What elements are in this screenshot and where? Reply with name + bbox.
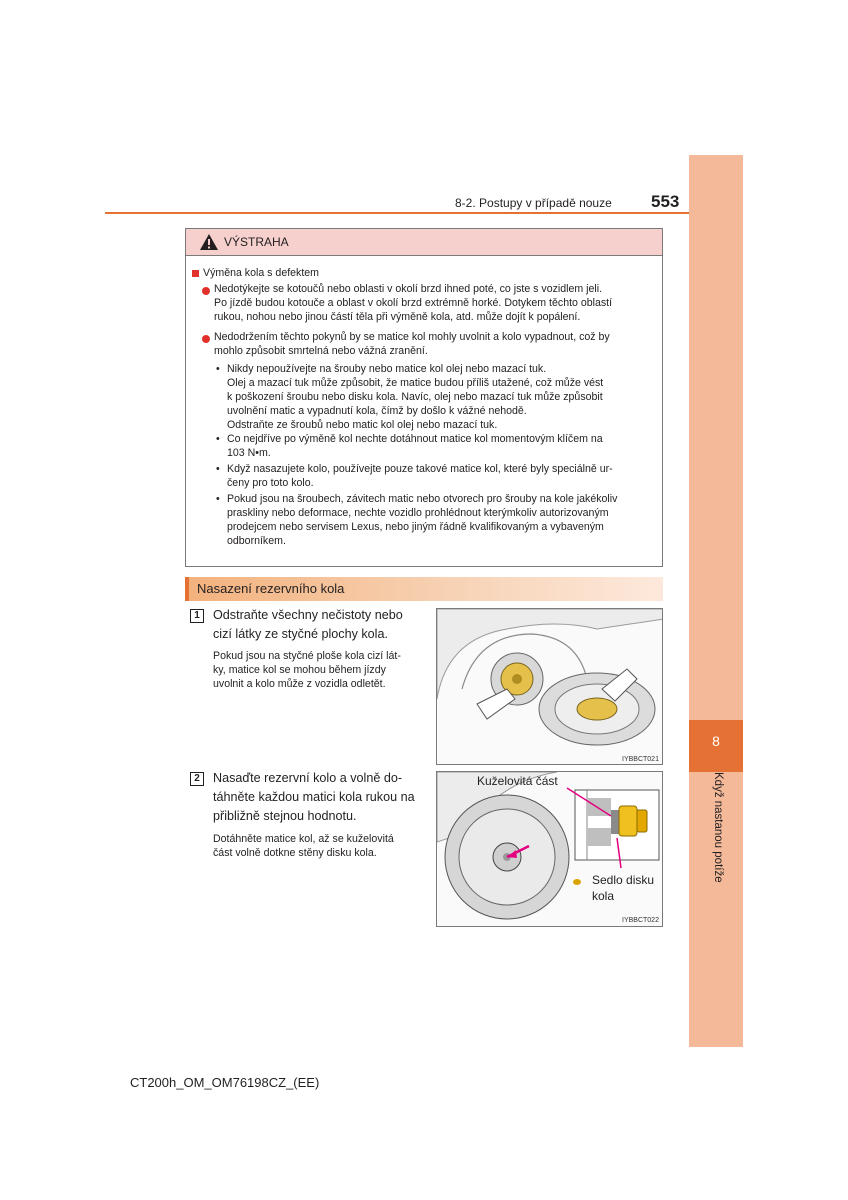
step-note [213,649,401,692]
figure-clean-hub [436,608,663,765]
chapter-label-text: Když nastanou potíže [712,772,724,883]
header-rule [105,212,689,214]
figure-code: IYBBCT022 [622,917,659,924]
warning-line: Když nasazujete kolo, používejte pouze takové matice kol, které byly speciálně ur- [227,463,613,475]
round-bullet [202,335,210,343]
warning-line: praskliny nebo deformace, nechte vozidlo prohlédnout kterýmkoliv autorizovaným [227,507,609,519]
warning-line: Nedodržením těchto pokynů by se matice kol mohly uvolnit a kolo vypadnout, což by [214,331,610,343]
step-text-line: přibližně stejnou hodnotu. [213,809,357,823]
step-text-line: Odstraňte všechny nečistoty nebo [213,608,403,622]
page-number: 553 [651,192,680,211]
step-note-line: Pokud jsou na styčné ploše kola cizí lát- [213,650,401,662]
warning-line: Nedotýkejte se kotoučů nebo oblasti v okolí brzd ihned poté, co jste s vozidlem jeli. [214,283,603,295]
step-text-line: Nasaďte rezervní kolo a volně do- [213,771,403,785]
step-text-line: táhněte každou matici kola rukou na [213,790,415,804]
side-tab [689,155,743,1047]
section-title: Nasazení rezervního kola [197,581,345,596]
document-code: CT200h_OM_OM76198CZ_(EE) [130,1075,320,1090]
warning-line: k poškození šroubu nebo disku kola. Navíc, olej nebo mazací tuk může způsobit [227,391,603,403]
wheel-hub-cleaning-illustration [437,609,663,765]
warning-line: 103 N•m. [227,447,271,459]
warning-line: Odstraňte ze šroubů nebo matic kol olej nebo mazací tuk. [227,419,498,431]
sub-bullet: • [216,433,220,445]
warning-line: rukou, nohou nebo jinou částí těla při výměně kola, atd. může dojít k popálení. [214,311,581,323]
label-seat: Sedlo disku [592,873,655,887]
warning-triangle-icon [200,234,218,250]
sub-bullet: • [216,463,220,475]
label-seat-2: kola [592,889,615,903]
section-header: 8-2. Postupy v případě nouze [455,196,612,210]
step-text [213,606,403,644]
step-number-box: 1 [190,609,204,623]
step-note-line: část volně dotkne stěny disku kola. [213,847,377,860]
round-bullet [202,287,210,295]
warning-box [185,228,663,567]
warning-line: prodejcem nebo servisem Lexus, nebo jiným řádně kvalifikovaným a vybaveným [227,521,604,533]
label-cone: Kuželovitá část [477,774,558,788]
figure-mount-spare [436,771,663,927]
warning-line: uvolnění matic a vypadnutí kola, čímž by došlo k vážné nehodě. [227,405,527,417]
step-note-line: ky, matice kol se mohou během jízdy [213,664,386,677]
warning-header [186,229,662,256]
step-text [213,769,415,826]
square-bullet [192,270,199,277]
warning-line: Olej a mazací tuk může způsobit, že matice budou příliš utažené, což může vést [227,377,604,389]
spare-wheel-mounting-illustration [437,772,663,927]
warning-line: Co nejdříve po výměně kol nechte dotáhnout matice kol momentovým klíčem na [227,433,603,445]
warning-line: odborníkem. [227,535,286,547]
step-number-box: 2 [190,772,204,786]
step-note-line: Dotáhněte matice kol, až se kuželovitá [213,833,394,845]
warning-line: Po jízdě budou kotouče a oblast v okolí brzd extrémně horké. Dotykem těchto oblastí [214,297,613,309]
warning-line: Nikdy nepoužívejte na šrouby nebo matice kol olej nebo mazací tuk. [227,363,547,375]
section-title-bar [185,577,663,601]
warning-line: čeny pro toto kolo. [227,477,314,489]
chapter-number: 8 [712,733,720,749]
warning-line: mohlo způsobit smrtelná nebo vážná zranění. [214,345,428,357]
figure-code: IYBBCT021 [622,756,659,763]
warning-line: Pokud jsou na šroubech, závitech matic nebo otvorech pro šrouby na kole jakékoliv [227,493,618,505]
step-text-line: cizí látky ze styčné plochy kola. [213,627,388,641]
warning-title: VÝSTRAHA [224,235,289,249]
chapter-label [689,772,743,912]
step-note-line: uvolnit a kolo může z vozidla odletět. [213,678,386,691]
step-note [213,832,394,860]
warning-heading: Výměna kola s defektem [203,267,319,279]
sub-bullet: • [216,363,220,375]
sub-bullet: • [216,493,220,505]
